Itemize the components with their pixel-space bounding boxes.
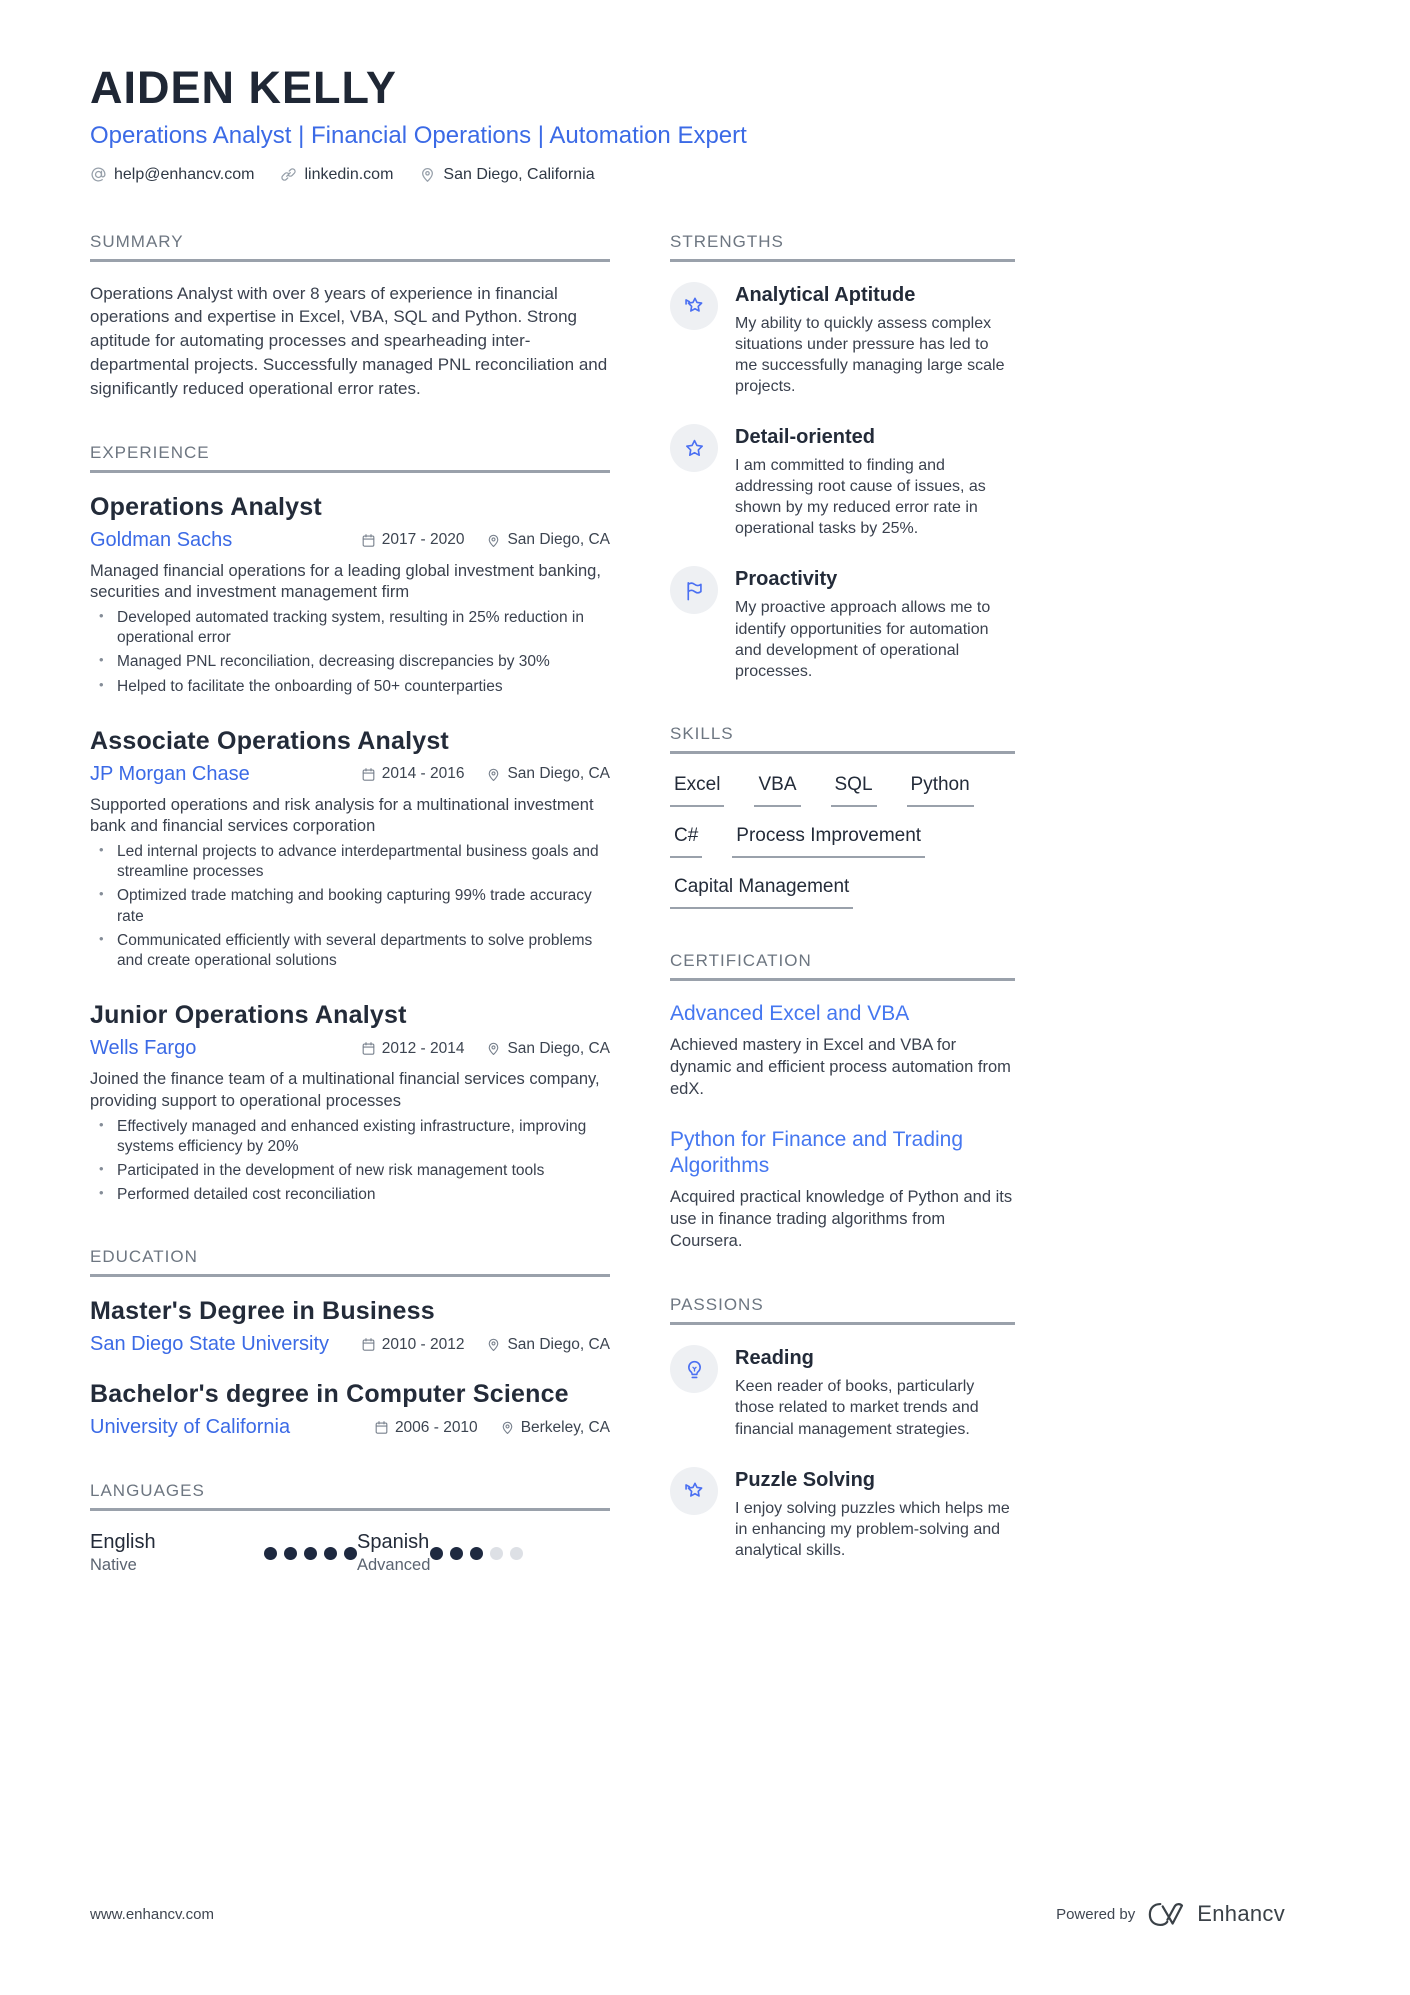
degree-dates: 2006 - 2010 — [394, 1418, 478, 1436]
certification-heading: CERTIFICATION — [670, 951, 1015, 981]
job-bullet: • Led internal projects to advance interdepartmental business goals and streamline processes — [90, 842, 610, 882]
star-badge-icon — [670, 282, 718, 330]
certification-section — [670, 951, 1015, 1253]
skills-list — [670, 774, 1015, 909]
dot-filled — [344, 1547, 357, 1560]
language-name: English — [90, 1531, 156, 1554]
degree-dates: 2010 - 2012 — [381, 1335, 465, 1353]
education-section — [90, 1247, 610, 1439]
experience-entry — [90, 493, 610, 697]
strength-item — [670, 282, 1015, 397]
dot-empty — [510, 1547, 523, 1560]
star-icon — [670, 424, 718, 472]
language-proficiency-dots — [430, 1547, 523, 1560]
company-link[interactable]: Goldman Sachs — [90, 528, 233, 551]
skill-tag: C# — [670, 825, 702, 858]
experience-list — [90, 493, 610, 1206]
job-description: Managed financial operations for a leading global investment banking, securities and investment management firm — [90, 561, 601, 602]
job-bullet: • Developed automated tracking system, resulting in 25% reduction in operational error — [90, 608, 610, 648]
language-proficiency-dots — [264, 1547, 357, 1560]
summary-section — [90, 232, 610, 401]
passion-title: Reading — [735, 1347, 814, 1370]
strength-item — [670, 424, 1015, 539]
job-description: Joined the finance team of a multinational financial services company, providing support to operational processes — [90, 1070, 600, 1110]
contact-item[interactable] — [280, 166, 393, 184]
location-icon — [419, 166, 436, 183]
languages-list — [90, 1531, 610, 1575]
skill-tag: Process Improvement — [732, 825, 925, 858]
skill-tag: Capital Management — [670, 876, 853, 909]
passions-list — [670, 1345, 1015, 1561]
job-dates: 2012 - 2014 — [381, 1039, 465, 1057]
right-column — [670, 232, 1015, 1618]
candidate-name: AIDEN KELLY — [90, 62, 397, 113]
passions-section — [670, 1295, 1015, 1561]
enhancv-logo-icon — [1147, 1902, 1185, 1927]
skill-tag: Excel — [670, 774, 724, 807]
strength-title: Proactivity — [735, 568, 838, 591]
calendar-icon — [361, 767, 376, 782]
passion-title: Puzzle Solving — [735, 1468, 876, 1491]
language-level: Native — [90, 1556, 137, 1575]
certification-entry — [670, 1127, 1015, 1253]
job-bullet: • Helped to facilitate the onboarding of 50+ counterparties — [90, 677, 610, 697]
strength-title: Analytical Aptitude — [735, 283, 916, 306]
strengths-heading: STRENGTHS — [670, 232, 1015, 262]
location-icon — [500, 1420, 515, 1435]
strength-text: My ability to quickly assess complex situations under pressure has led to me successfully managing large scale projects. — [735, 314, 1005, 395]
job-location: San Diego, CA — [507, 1039, 610, 1057]
job-title: Junior Operations Analyst — [90, 1001, 407, 1030]
job-bullets — [90, 842, 610, 971]
brand-name[interactable]: Enhancv — [1197, 1901, 1285, 1926]
certification-link[interactable]: Python for Finance and Trading Algorithms — [670, 1127, 964, 1178]
school-link[interactable]: University of California — [90, 1416, 291, 1439]
skill-tag: Python — [907, 774, 974, 807]
passion-text: Keen reader of books, particularly those related to market trends and financial management strategies. — [735, 1378, 979, 1438]
languages-heading: LANGUAGES — [90, 1481, 610, 1511]
header — [90, 64, 1015, 184]
company-link[interactable]: Wells Fargo — [90, 1037, 197, 1060]
strengths-section — [670, 232, 1015, 682]
contact-row — [90, 166, 1015, 184]
passion-item — [670, 1345, 1015, 1439]
contact-text: San Diego, California — [443, 165, 595, 183]
job-bullets — [90, 1117, 610, 1206]
dot-filled — [324, 1547, 337, 1560]
dot-filled — [470, 1547, 483, 1560]
passions-heading: PASSIONS — [670, 1295, 1015, 1325]
company-link[interactable]: JP Morgan Chase — [90, 762, 250, 785]
degree-location: San Diego, CA — [507, 1335, 610, 1353]
job-bullet: • Optimized trade matching and booking capturing 99% trade accuracy rate — [90, 886, 610, 926]
dot-filled — [264, 1547, 277, 1560]
job-bullet: • Performed detailed cost reconciliation — [90, 1185, 610, 1205]
left-column — [90, 232, 610, 1618]
contact-text: linkedin.com — [304, 165, 394, 183]
passion-item — [670, 1467, 1015, 1561]
school-link[interactable]: San Diego State University — [90, 1333, 330, 1356]
language-entry — [357, 1531, 523, 1575]
skill-tag: VBA — [754, 774, 800, 807]
dot-filled — [430, 1547, 443, 1560]
degree-location: Berkeley, CA — [520, 1418, 610, 1436]
headline: Operations Analyst | Financial Operations | Automation Expert — [90, 121, 747, 149]
experience-entry — [90, 1001, 610, 1205]
job-title: Operations Analyst — [90, 492, 322, 521]
skills-section — [670, 724, 1015, 909]
location-icon — [486, 1041, 501, 1056]
flag-icon — [670, 566, 718, 614]
certification-text: Acquired practical knowledge of Python and its use in finance trading algorithms from Coursera. — [670, 1188, 1013, 1251]
certification-list — [670, 1001, 1015, 1253]
education-list — [90, 1297, 610, 1439]
footer — [90, 1901, 1285, 1927]
job-location: San Diego, CA — [507, 765, 610, 783]
summary-text: Operations Analyst with over 8 years of experience in financial operations and expertise in Excel, VBA, SQL and Python. Strong aptitude for automating processes and spearheading inter-departmental projects. Successfully managed PNL reconciliation and significantly reduced operational error rates. — [90, 283, 608, 398]
job-bullet: • Communicated efficiently with several departments to solve problems and create operational solutions — [90, 931, 610, 971]
at-icon — [90, 166, 107, 183]
passion-text: I enjoy solving puzzles which helps me in enhancing my problem-solving and analytical skills. — [735, 1499, 1010, 1559]
experience-heading: EXPERIENCE — [90, 443, 610, 473]
calendar-icon — [361, 1041, 376, 1056]
education-entry — [90, 1380, 610, 1439]
contact-item[interactable] — [90, 166, 254, 184]
education-entry — [90, 1297, 610, 1356]
certification-entry — [670, 1001, 1015, 1101]
location-icon — [486, 1337, 501, 1352]
footer-website-link[interactable]: www.enhancv.com — [90, 1905, 214, 1923]
contact-text: help@enhancv.com — [114, 165, 255, 183]
strength-title: Detail-oriented — [735, 426, 876, 449]
link-icon — [280, 166, 297, 183]
skill-tag: SQL — [831, 774, 877, 807]
language-name: Spanish — [357, 1531, 430, 1554]
powered-by-label: Powered by — [1056, 1905, 1136, 1923]
degree-title: Master's Degree in Business — [90, 1297, 435, 1326]
certification-text: Achieved mastery in Excel and VBA for dynamic and efficient process automation from edX. — [670, 1036, 1011, 1099]
location-icon — [486, 533, 501, 548]
certification-link[interactable]: Advanced Excel and VBA — [670, 1001, 910, 1025]
education-heading: EDUCATION — [90, 1247, 610, 1277]
job-location: San Diego, CA — [507, 531, 610, 549]
job-title: Associate Operations Analyst — [90, 726, 449, 755]
degree-title: Bachelor's degree in Computer Science — [90, 1380, 569, 1409]
job-bullets — [90, 608, 610, 697]
job-bullet: • Effectively managed and enhanced existing infrastructure, improving systems efficiency by 20% — [90, 1117, 610, 1157]
dot-filled — [284, 1547, 297, 1560]
location-icon — [486, 767, 501, 782]
language-level: Advanced — [357, 1556, 431, 1575]
experience-section — [90, 443, 610, 1206]
dot-filled — [450, 1547, 463, 1560]
dot-filled — [304, 1547, 317, 1560]
job-description: Supported operations and risk analysis for a multinational investment bank and financial services corporation — [90, 795, 594, 836]
summary-heading: SUMMARY — [90, 232, 610, 262]
strength-item — [670, 566, 1015, 681]
job-bullet: • Managed PNL reconciliation, decreasing discrepancies by 30% — [90, 652, 610, 672]
contact-item[interactable] — [419, 166, 594, 184]
strength-text: I am committed to finding and addressing root cause of issues, as shown by my reduced error rate in operational tasks by 25%. — [735, 457, 986, 538]
job-dates: 2017 - 2020 — [381, 531, 465, 549]
calendar-icon — [361, 533, 376, 548]
languages-section — [90, 1481, 610, 1575]
lightbulb-icon — [670, 1345, 718, 1393]
skills-heading: SKILLS — [670, 724, 1015, 754]
calendar-icon — [361, 1337, 376, 1352]
calendar-icon — [374, 1420, 389, 1435]
strength-text: My proactive approach allows me to identify opportunities for automation and development of operational processes. — [735, 599, 991, 680]
star-badge-icon — [670, 1467, 718, 1515]
experience-entry — [90, 727, 610, 971]
strengths-list — [670, 282, 1015, 682]
job-dates: 2014 - 2016 — [381, 765, 465, 783]
language-entry — [90, 1531, 357, 1575]
job-bullet: • Participated in the development of new risk management tools — [90, 1161, 610, 1181]
dot-empty — [490, 1547, 503, 1560]
